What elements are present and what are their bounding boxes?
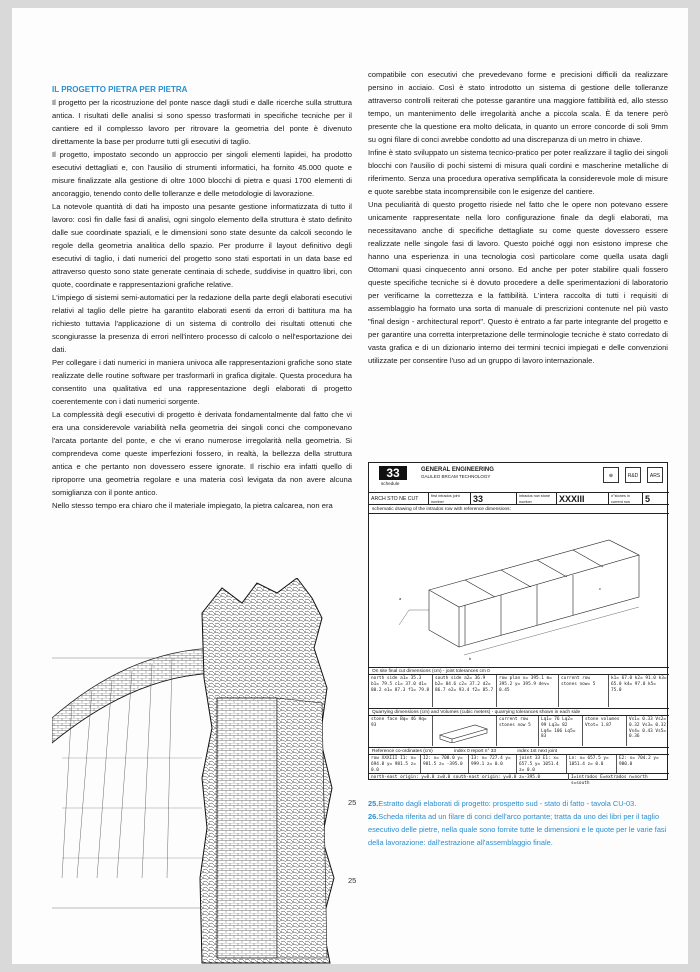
paragraph: L'impiego di sistemi semi-automatici per la redazione della parte degli elaborati esecutivi relativi al taglio delle pietre ha garantito elaborati esenti da errori di battitura ma ha richiesto tuttavia l'applicazione di un sistema di controllo dei risultati ottenuti che scongiurasse la presenza di errori nell'intero processo di calcolo o nell'esportazione dei dati.	[52, 293, 352, 354]
index-label: index 0 report n° 33	[454, 749, 497, 754]
paragraph: Il progetto per la ricostruzione del ponte nasce dagli studi e dalle ricerche sulla struttura antica. I risultati delle analisi si sono spesso trasformati in specifiche tecniche per il cantiere ed il complesso lavoro per ritrovare la geometria del ponte è divenuto direttamente la base per produrre tutti gli esecutivi di taglio.	[52, 98, 352, 146]
paragraph: Nello stesso tempo era chiaro che il materiale impiegato, la pietra calcarea, non era	[52, 501, 333, 510]
sheet-header	[369, 463, 669, 493]
quarrying-block	[369, 716, 669, 746]
stones-value: 5	[645, 494, 651, 504]
intrados-row-schematic	[369, 515, 669, 665]
stone-block-sketch	[433, 716, 497, 746]
ars-logo: ARS	[647, 467, 663, 483]
intrados-label: first intrados joint number	[429, 493, 471, 505]
paragraph: Per collegare i dati numerici in maniera univoca alle rappresentazioni grafiche sono state realizzate delle routine software per trasformarli in grafica digitale. Questa procedura ha consentito una qualitativa ed una rappresentazione degli elaborati di progetto coerentemente con i dati numerici sorgente.	[52, 358, 352, 406]
paragraph: La notevole quantità di dati ha imposto una pesante gestione informatizzata di tutto il lavoro: così fin dalle fasi di analisi, ogni singolo elemento della struttura è stato definito dalle sue coordinate spaziali, e le dimensioni sono state desunte da calcoli secondo le regole della geometria analitica dello spazio. Per produrre il layout definitivo degli esecutivi di taglio, i dati numerici del progetto sono stati esportati in un data base ed attraverso questo sono state generate centinaia di schede, suddivise in quattro libri, con quote, coordinate e rappresentazioni grafiche relative.	[52, 202, 352, 289]
stone-cut-code: ARCH STO NE CUT	[369, 493, 429, 505]
schematic-label: schematic drawing of the intrados row with reference dimensions:	[369, 506, 669, 514]
paragraph: Una peculiarità di questo progetto risiede nel fatto che le opere non potevano essere unicamente rappresentate nella loro configurazione finale da degli elaborati, ma necessitavano anche di specifiche dettagliate su come queste dovessero essere realizzate nelle singole fasi di lavoro. Questo poiché oggi non esistono imprese che hanno una esperienza in una tecnologia così particolare come quella usata dagli Ottomani quasi cinquecento anni orsono. Ed anche per poter stabilire quali fossero queste specifiche tecniche si è dovuto procedere a delle sperimentazioni di laboratorio per verificarne la correttezza e la fattibilità. L'intera raccolta di tutti i requisiti di assemblaggio ha formato una sorta di manuale di prescrizioni contenute nel più vasto "final design - architectural report". Questo è entrato a far parte integrante del progetto e per garantire una corretta interpretazione delle terminologie tecniche è stato corredato di vasta grafica e di un dizionario interno dei termini tecnici impiegati e delle convenzioni utilizzate per consentire l'uso ad un gruppo di lavoro internazionale.	[368, 200, 668, 365]
reference-label-text: Reference co-ordinates (cm)	[372, 749, 433, 754]
caption-25	[368, 797, 668, 810]
bridge-elevation-drawing	[52, 578, 352, 968]
onsite-dimensions-block	[369, 675, 669, 707]
stone-face-values: stone face Bq= 46 Hq= 93	[369, 716, 433, 746]
coord-1: row XXXIII I1: x= 694.8 y= 981.5 z= 0.0	[369, 755, 421, 773]
coordinates-block	[369, 755, 669, 773]
row-plan-values: row plan x= 395.1 m= 395.2 y= 395.9 dev= 0.45	[497, 675, 559, 707]
caption-number: 26.	[368, 812, 379, 821]
coord-2: I2: x= 708.0 y= 981.5 z= -395.0	[421, 755, 469, 773]
paragraph: compatibile con esecutivi che prevedevano forme e precisioni difficili da realizzare persino in acciaio. Così è stato introdotto un sistema di gestione delle tolleranze attraverso controlli reiterati che potesse garantire una maggiore fattibilità ed, allo stesso tempo, un mantenimento delle irregolarità anche a piccola scala. È da tenere però presente che la questione era molto delicata, in quanto un errore concorde di soli 9mm su ogni filare di conci avrebbe condotto ad una discrepanza di un metro in chiave.	[368, 70, 668, 144]
k-values: k1= 67.0 k2= 91.0 k3= 65.0 k4= 97.0 k5= 75.0	[611, 676, 667, 693]
svg-text:c: c	[599, 586, 601, 591]
coord-6: E2: x= 704.2 y= 980.0	[619, 756, 659, 767]
row-value: XXXIII	[557, 493, 609, 505]
paragraph: Infine è stato sviluppato un sistema tecnico-pratico per poter realizzare il taglio dei singoli blocchi con l'ausilio di pochi sistemi di misura quali cordini e mascherine metalliche di riferimento. Senza una procedura operativa semplificata la considerevole mole di misure e quote sarebbe stata incomprensibile con le esigenze del cantiere.	[368, 148, 668, 196]
origin-note: north-east origin: y=0.0 z=0.0 south-east origin: y=0.0 z=-395.0	[369, 774, 569, 780]
caption-text: Estratto dagli elaborati di progetto: prospetto sud - stato di fatto - tavola CU-03.	[378, 799, 637, 808]
row-label: intrados row stone number	[517, 493, 557, 505]
svg-text:a: a	[399, 596, 402, 601]
schedule-number: 33	[379, 466, 407, 480]
sheet-id-row	[369, 493, 669, 505]
onsite-dimensions-label: On site final cut dimensions (cm) - joint tolerances cm 0	[369, 667, 669, 675]
current-row-values: current row stones now= 5	[559, 675, 609, 707]
right-text-column	[368, 68, 668, 367]
coord-5: Ln: x= 657.5 y= 1051.4 z= 0.0	[567, 755, 617, 773]
schedule-label: schedule	[381, 481, 400, 486]
page-marker-bottom: 25	[348, 876, 357, 885]
quarry-row-values: current row stones now 5	[497, 716, 539, 746]
figure-captions	[368, 797, 668, 849]
sheet-title: GENERAL ENGINEERING	[421, 467, 494, 473]
stone-schedule-sheet	[368, 462, 668, 786]
rd-logo: R&D	[625, 467, 641, 483]
index2-label: index 1st next joint	[517, 749, 558, 754]
section-heading: IL PROGETTO PIETRA PER PIETRA	[52, 85, 188, 94]
quarrying-label: Quarrying dimensions (cm) and Volumes (cubic meters) - quarrying tolerances shown in each side	[369, 708, 669, 716]
vs-values: Vs1= 0.33 Vs2= 0.32 Vs3= 0.32 Vs4= 0.43 Vs5= 0.36	[629, 717, 667, 740]
legend-note: I=intrados E=extrados n=north s=south	[571, 775, 648, 786]
caption-text: Scheda riferita ad un filare di conci dell'arco portante; tratta da uno dei libri per il taglio esecutivo delle pietre, nella quale sono fornite tutte le dimensioni e le quote per le varie fasi della lavorazione: dall'estrazione all'assemblaggio finale.	[368, 812, 667, 847]
left-text-column	[52, 83, 352, 512]
coord-3: I3: x= 727.4 y= 999.1 z= 0.0	[469, 755, 517, 773]
lq-values: Lq1= 76 Lq2= 99 Lq3= 82 Lq4= 106 Lq5= 83	[539, 716, 583, 746]
footer-block	[369, 773, 669, 786]
caption-26	[368, 810, 668, 849]
coord-4: joint 33 E1: x= 657.5 y= 1051.4 z= 0.0	[517, 755, 567, 773]
caption-number: 25.	[368, 799, 379, 808]
south-side-values: south side a2= 36.9 b2= 84.6 c2= 37.2 d2= 86.7 e2= 93.4 f2= 85.7	[433, 675, 497, 707]
document-page	[12, 8, 688, 964]
paragraph: La complessità degli esecutivi di progetto è derivata fondamentalmente dal fatto che vi era una considerevole variabilità nella geometria dei singoli conci che componevano l'arcata portante del ponte, e che vi erano numerose irregolarità nella geometria. Si comprendeva come queste imperfezioni fossero, in realtà, la bellezza della struttura antica e che pertanto non dovessero essere ignorate. Il rischio era infatti quello di riproporre una geometria regolare e una materia così levigata da non avere alcuna somiglianza con il ponte antico.	[52, 410, 352, 497]
globe-logo: ⊕	[603, 467, 619, 483]
stones-label: n°stones in current row	[609, 493, 643, 505]
paragraph: Il progetto, impostato secondo un approccio per singoli elementi lapidei, ha prodotto esecutivi dettagliati e, con l'ausilio di strumenti informatici, ha fornito 45.000 quote e misure finalizzate alla gestione di oltre 1000 blocchi di pietra e quasi 1700 elementi di ancoraggio, tenendo conto delle tolleranze e delle metodologie di lavorazione.	[52, 150, 352, 198]
sheet-subtitle: GALILEO BRCAM TECHNOLOGY	[421, 474, 491, 479]
reference-label	[369, 747, 669, 755]
svg-text:b: b	[469, 656, 472, 661]
page-marker-top: 25	[348, 798, 357, 807]
intrados-value: 33	[471, 493, 517, 505]
north-side-values: north side a1= 35.3 b1= 79.5 c1= 37.0 d1= 80.2 e1= 87.3 f1= 79.8	[369, 675, 433, 707]
volume-values: stone volumes Vtot= 1.87	[583, 716, 627, 746]
